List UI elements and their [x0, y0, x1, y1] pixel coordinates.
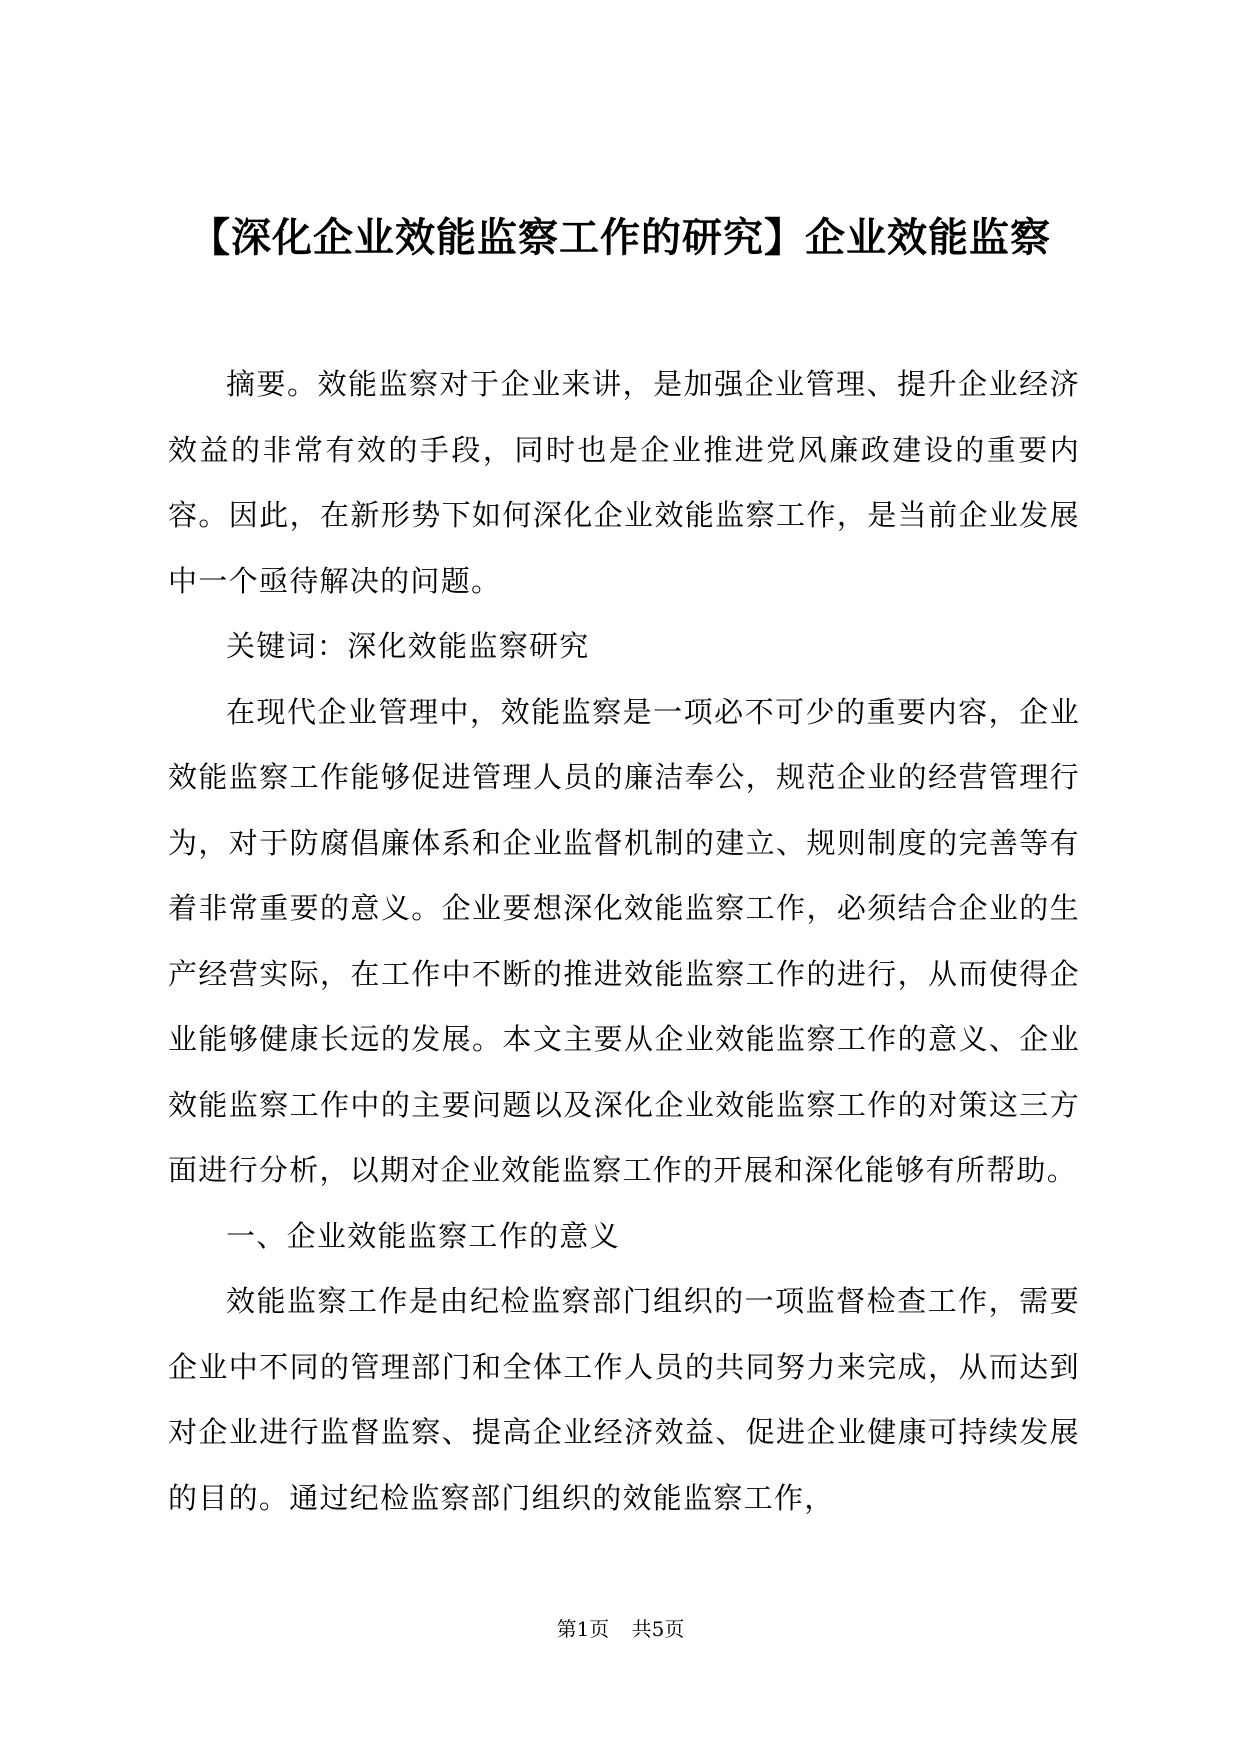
keywords-paragraph: 关键词：深化效能监察研究 [226, 629, 590, 663]
abstract-paragraph: 摘要。效能监察对于企业来讲，是加强企业管理、提升企业经济效益的非常有效的手段，同时也是企业推进党风廉政建设的重要内容。因此，在新形势下如何深化企业效能监察工作，是当前企业发展中一个亟待解决的问题。 [168, 367, 1080, 598]
section-heading: 一、企业效能监察工作的意义 [226, 1218, 620, 1253]
introduction-paragraph: 在现代企业管理中，效能监察是一项必不可少的重要内容，企业效能监察工作能够促进管理人员的廉洁奉公，规范企业的经营管理行为，对于防腐倡廉体系和企业监督机制的建立、规则制度的完善等有着非常重要的意义。企业要想深化效能监察工作，必须结合企业的生产经营实际，在工作中不断的推进效能监察工作的进行，从而使得企业能够健康长远的发展。本文主要从企业效能监察工作的意义、企业效能监察工作中的主要问题以及深化企业效能监察工作的对策这三方面进行分析，以期对企业效能监察工作的开展和深化能够有所帮助。 [168, 694, 1080, 1187]
section-paragraph: 效能监察工作是由纪检监察部门组织的一项监督检查工作，需要企业中不同的管理部门和全体工作人员的共同努力来完成，从而达到对企业进行监督监察、提高企业经济效益、促进企业健康可持续发展的目的。通过纪检监察部门组织的效能监察工作， [168, 1284, 1080, 1515]
document-title: 【深化企业效能监察工作的研究】企业效能监察 [190, 215, 1051, 261]
document-body [168, 352, 1080, 1531]
page-number: 第1页 [556, 1617, 610, 1641]
page-footer [0, 1614, 1241, 1644]
page-total: 共5页 [631, 1617, 685, 1641]
